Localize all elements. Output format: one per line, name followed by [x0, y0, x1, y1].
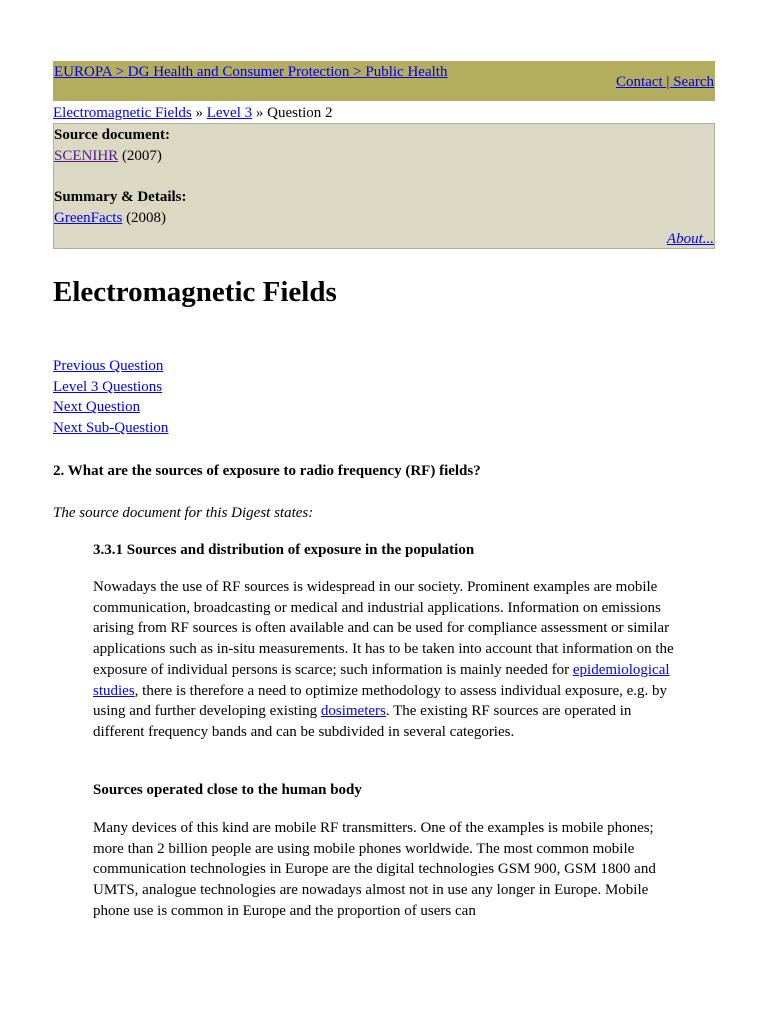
- next-question-link[interactable]: Next Question: [53, 399, 141, 416]
- paragraph-text: . The existing RF sources are operated in different frequency bands and can be subdivided in several categories.: [93, 703, 632, 740]
- topic-breadcrumb: [53, 103, 333, 123]
- previous-question-link[interactable]: Previous Question: [53, 358, 164, 374]
- subsection-heading: Sources operated close to the human body: [93, 782, 362, 798]
- page-title: Electromagnetic Fields: [53, 276, 337, 308]
- source-document-label: Source document:: [54, 127, 170, 143]
- summary-details-label: Summary & Details:: [54, 189, 187, 205]
- intro-text: The source document for this Digest states:: [53, 505, 314, 521]
- scenihr-link[interactable]: SCENIHR: [54, 148, 119, 164]
- scenihr-year: (2007): [118, 148, 162, 164]
- source-info-box: [53, 123, 715, 249]
- greenfacts-year: (2008): [122, 210, 167, 226]
- question-navigation: [53, 356, 168, 439]
- europa-link[interactable]: EUROPA: [54, 64, 116, 80]
- dg-health-link[interactable]: DG Health and Consumer Protection: [124, 64, 354, 80]
- question-heading: 2. What are the sources of exposure to radio frequency (RF) fields?: [53, 463, 481, 479]
- contact-search-link[interactable]: Contact | Search: [616, 74, 714, 90]
- level3-questions-link[interactable]: Level 3 Questions: [53, 378, 163, 395]
- dosimeters-link[interactable]: dosimeters: [320, 703, 386, 720]
- current-page-crumb: Question 2: [267, 105, 333, 121]
- breadcrumb-separator: »: [252, 105, 268, 121]
- site-breadcrumb: [54, 62, 454, 82]
- about-link[interactable]: About...: [666, 231, 714, 247]
- level3-breadcrumb-link[interactable]: Level 3: [206, 105, 253, 121]
- greenfacts-link[interactable]: GreenFacts: [54, 210, 123, 226]
- epidemiological-studies-link[interactable]: epidemiological studies: [93, 661, 670, 699]
- paragraph-sources-overview: [93, 577, 683, 743]
- breadcrumb-separator: >: [353, 64, 362, 80]
- paragraph-text: , there is therefore a need to optimize methodology to assess individual exposure, e.g. by using and further developing existing: [93, 682, 668, 720]
- next-sub-question-link[interactable]: Next Sub-Question: [53, 420, 169, 437]
- paragraph-mobile-transmitters: Many devices of this kind are mobile RF transmitters. One of the examples is mobile phones; more than 2 billion people are using mobile phones worldwide. The most common mobile communication technologies in Europe are the digital technologies GSM 900, GSM 1800 and UMTS, analogue technologies are nowadays almost not in use any longer in Europe. Mobile phone use is common in Europe and the proportion of users can: [93, 820, 656, 919]
- public-health-link[interactable]: Public Health: [361, 64, 448, 80]
- top-navigation-bar: [53, 61, 715, 101]
- paragraph-text: Nowadays the use of RF sources is widespread in our society. Prominent examples are mobile communication, broadcasting or medical and industrial applications. Information on emissions arising from RF sources is often available and can be used for compliance assessment or similar applications such as in-situ measurements. It has to be taken into account that information on the exposure of individual persons is scarce; such information is mainly needed for: [93, 579, 674, 678]
- emf-breadcrumb-link[interactable]: Electromagnetic Fields: [53, 105, 192, 121]
- breadcrumb-separator: »: [191, 105, 207, 121]
- breadcrumb-separator: >: [115, 64, 125, 80]
- section-heading: 3.3.1 Sources and distribution of exposure in the population: [93, 542, 475, 558]
